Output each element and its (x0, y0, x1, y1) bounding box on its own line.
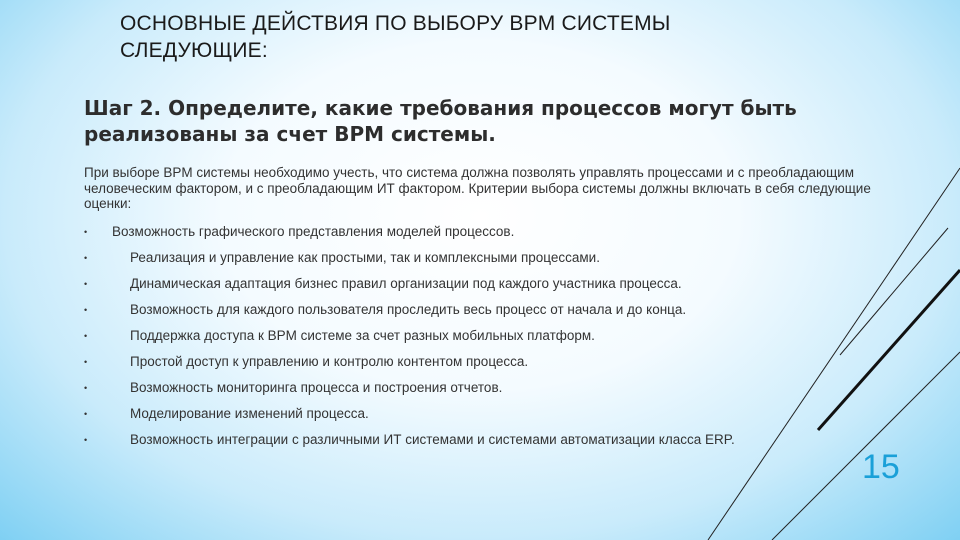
list-item (84, 375, 894, 401)
slide-subtitle: Шаг 2. Определите, какие требования процессов могут быть реализованы за счет BPM системы. (84, 96, 797, 146)
bullet-icon: • (84, 253, 88, 263)
list-item-text: Возможность интеграции с различными ИТ системами и системами автоматизации класса ERP. (130, 432, 735, 447)
criteria-list (84, 219, 894, 453)
list-item-text: Возможность для каждого пользователя проследить весь процесс от начала и до конца. (130, 302, 687, 317)
list-item (84, 349, 894, 375)
list-item (84, 323, 894, 349)
list-item-text: Моделирование изменений процесса. (130, 406, 369, 421)
list-item (84, 219, 894, 245)
list-item-text: Реализация и управление как простыми, так и комплексными процессами. (130, 250, 600, 265)
list-item (84, 427, 894, 453)
list-item-text: Возможность графического представления моделей процессов. (112, 224, 515, 239)
bullet-icon: • (84, 305, 88, 315)
bullet-icon: • (84, 409, 88, 419)
bullet-icon: • (84, 331, 88, 341)
list-item-text: Простой доступ к управлению и контролю контентом процесса. (130, 354, 529, 369)
list-item-text: Возможность мониторинга процесса и построения отчетов. (130, 380, 503, 395)
bullet-icon: • (84, 383, 88, 393)
page-number: 15 (862, 448, 900, 486)
intro-paragraph: При выборе BPM системы необходимо учесть, что система должна позволять управлять процессами и с преобладающим человеческим фактором, и с преобладающим ИТ фактором. Критерии выбора системы должны включать в себя следующие оценки: (84, 165, 871, 211)
bullet-icon: • (84, 227, 88, 237)
list-item (84, 297, 894, 323)
bullet-icon: • (84, 279, 88, 289)
slide-title: ОСНОВНЫЕ ДЕЙСТВИЯ ПО ВЫБОРУ BPM СИСТЕМЫ СЛЕДУЮЩИЕ: (120, 12, 671, 62)
list-item-text: Динамическая адаптация бизнес правил организации под каждого участника процесса. (130, 276, 682, 291)
list-item (84, 245, 894, 271)
bullet-icon: • (84, 435, 88, 445)
list-item (84, 401, 894, 427)
bullet-icon: • (84, 357, 88, 367)
list-item-text: Поддержка доступа к BPM системе за счет разных мобильных платформ. (130, 328, 595, 343)
list-item (84, 271, 894, 297)
